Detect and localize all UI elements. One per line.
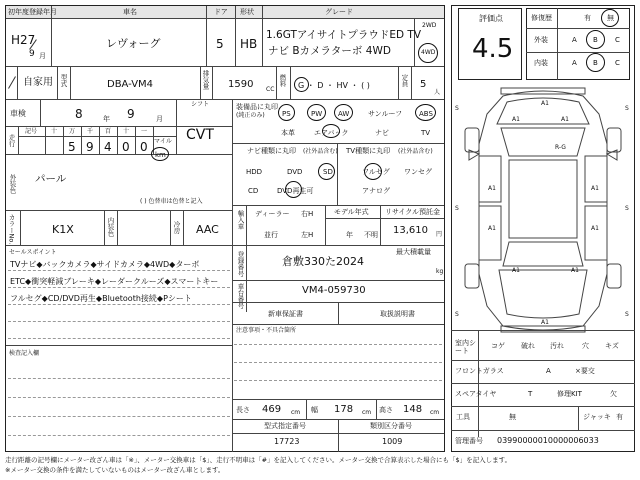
width-label: 幅 bbox=[311, 406, 318, 414]
equip-pw-circle bbox=[307, 104, 326, 121]
door-label: ドア bbox=[214, 8, 228, 16]
diagram-mark-hood-right: A1 bbox=[561, 116, 569, 123]
fuel-options: G ・ D ・ HV ・ ( ) bbox=[298, 81, 370, 90]
drive-2wd: 2WD bbox=[422, 22, 437, 29]
mileage-digit-4: 0 bbox=[122, 140, 130, 154]
spare-t: T bbox=[528, 390, 533, 398]
jack-value: 有 bbox=[616, 413, 623, 421]
sales-point-2: ETC◆衝突軽減ブレーキ◆レーダークルーズ◆スマートキー bbox=[10, 277, 219, 286]
spare-label: スペアタイヤ bbox=[455, 390, 497, 398]
mileage-digit-3: 4 bbox=[104, 140, 112, 154]
mileage-digit-5: 0 bbox=[140, 140, 148, 154]
width-unit: cm bbox=[362, 409, 372, 416]
first-reg-year: H27 bbox=[11, 33, 36, 47]
inspection-year: 8 bbox=[75, 107, 83, 121]
tv-analog: アナログ bbox=[362, 187, 390, 195]
digit-header-5: 十 bbox=[123, 128, 130, 135]
capacity-value: 5 bbox=[420, 79, 427, 90]
equip-pw: PW bbox=[311, 110, 323, 118]
interior-color-label: 内装色 bbox=[106, 217, 115, 237]
class-no-label: 類別区分番号 bbox=[370, 422, 412, 430]
exterior-color: パール bbox=[35, 173, 67, 185]
mileage-side-label: 走行 bbox=[7, 134, 16, 147]
ac-label: 冷房 bbox=[172, 221, 181, 234]
usage-value: 自家用 bbox=[23, 77, 53, 88]
repair-yes: 有 bbox=[584, 14, 591, 22]
chassis-value: VM4-059730 bbox=[302, 285, 366, 296]
equip-airbag: エアバック bbox=[314, 129, 349, 137]
height-unit: cm bbox=[430, 409, 440, 416]
inspection-year-unit: 年 bbox=[103, 115, 110, 123]
interior-grade-a: A bbox=[572, 59, 577, 67]
inspector-label: 検査記入欄 bbox=[9, 350, 40, 357]
first-reg-month-unit: 月 bbox=[39, 52, 46, 60]
sales-points-label: セールスポイント bbox=[9, 249, 57, 256]
first-reg-label: 初年度登録年月 bbox=[8, 8, 57, 16]
exterior-grade-b-circle bbox=[586, 30, 605, 49]
footer-note-1: 走行距離の記号欄にメーター改ざん車は「※」、メーター交換車は「$」、走行不明車は「#」を記入してください。メーター交換で合算表示した場合にも「$」を記入します。 bbox=[5, 456, 512, 464]
model-year-year: 年 bbox=[346, 231, 353, 239]
unit-km-circle bbox=[151, 147, 169, 161]
tv-fullseg-circle bbox=[364, 163, 382, 180]
grade-line-1: 1.6GTアイサイトプラウドED TV bbox=[266, 29, 422, 41]
equip-abs: ABS bbox=[419, 110, 433, 118]
equip-tv: TV bbox=[421, 129, 431, 137]
type-no-label: 型式指定番号 bbox=[264, 422, 306, 430]
exterior-grade-a: A bbox=[572, 36, 577, 44]
import-parallel: 並行 bbox=[264, 231, 278, 239]
doors-value: 5 bbox=[216, 37, 224, 51]
equip-aw-circle bbox=[334, 104, 353, 121]
fuel-label: 燃料 bbox=[278, 74, 287, 87]
displacement-value: 1590 bbox=[228, 79, 254, 90]
diagram-mark-right-rear: A1 bbox=[591, 225, 599, 232]
mileage-digit-2: 9 bbox=[86, 140, 94, 154]
seat-item-yogore: 汚れ bbox=[550, 342, 564, 350]
exterior-grade-b: B bbox=[593, 36, 598, 44]
navi-cd: CD bbox=[248, 187, 259, 195]
svg-text:S: S bbox=[625, 105, 629, 112]
tv-label: TV種類に丸印 bbox=[346, 147, 391, 155]
import-label: 輸入車 bbox=[236, 210, 245, 230]
seat-item-koge: コゲ bbox=[491, 342, 505, 350]
diagram-mark-front: A1 bbox=[541, 100, 549, 107]
equip-abs-circle bbox=[415, 104, 436, 121]
displacement-label: 排気量 bbox=[201, 70, 210, 90]
recycle-label: リサイクル預託金 bbox=[385, 208, 441, 216]
seat-item-ana: 穴 bbox=[582, 342, 589, 350]
repair-no: 無 bbox=[607, 14, 614, 22]
glass-label: フロントガラス bbox=[455, 367, 504, 375]
mgmt-label: 管理番号 bbox=[455, 437, 483, 445]
equipment-label: 装備品に丸印 bbox=[236, 103, 278, 111]
import-left: 左H bbox=[301, 231, 314, 239]
import-right: 右H bbox=[301, 210, 314, 218]
equip-ps-circle bbox=[278, 104, 295, 121]
new-car-warranty: 新車保証書 bbox=[268, 310, 303, 318]
registration-label: 登録番号 bbox=[236, 251, 245, 277]
ac-value: AAC bbox=[196, 223, 219, 236]
equip-navi: ナビ bbox=[375, 129, 389, 137]
manual: 取扱説明書 bbox=[380, 310, 415, 318]
svg-text:S: S bbox=[455, 105, 459, 112]
digit-header-4: 百 bbox=[105, 128, 112, 135]
sales-point-3: フルセグ◆CD/DVD再生◆Bluetooth接続◆Pシート bbox=[10, 294, 192, 303]
svg-text:S: S bbox=[625, 205, 629, 212]
interior-grade-b-circle bbox=[586, 53, 605, 72]
inspection-label: 車検 bbox=[10, 109, 26, 118]
capacity-unit: 人 bbox=[434, 89, 441, 96]
model-label: 型式 bbox=[59, 74, 68, 87]
seat-item-yabure: 破れ bbox=[521, 342, 535, 350]
navi-sd-circle bbox=[318, 163, 335, 180]
sales-point-1: TVナビ◆バックカメラ◆サイドカメラ◆4WD◆ターボ bbox=[10, 260, 200, 269]
tv-sublabel: (社外品含む) bbox=[398, 148, 433, 155]
repair-label: 修復歴 bbox=[531, 14, 552, 22]
grade-line-2: ナビ Bカメラターボ 4WD bbox=[268, 45, 391, 57]
equip-aw: AW bbox=[338, 110, 350, 118]
car-name-label: 車名 bbox=[123, 8, 137, 16]
equip-sunroof: サンルーフ bbox=[368, 110, 403, 118]
color-no-label: カラーNo. bbox=[7, 214, 16, 245]
plate-value: 倉敷330た2024 bbox=[282, 255, 364, 268]
max-load-label: 最大積載量 bbox=[396, 248, 431, 256]
jack-label: ジャッキ bbox=[583, 413, 611, 421]
grade-label: グレード bbox=[325, 8, 353, 16]
diagram-mark-trunk-left: A1 bbox=[512, 267, 520, 274]
unit-mile: マイル bbox=[154, 138, 172, 145]
recycle-yen: 円 bbox=[436, 231, 443, 238]
interior-grade-label: 内装 bbox=[534, 59, 548, 67]
tv-oneseg: ワンセグ bbox=[404, 168, 432, 176]
diagram-mark-left-door: A1 bbox=[488, 185, 496, 192]
exterior-note: ( ) 色替車は色替と記入 bbox=[140, 198, 203, 205]
fuel-g-circle bbox=[294, 77, 309, 92]
navi-dvd-play: DVD再生可 bbox=[277, 187, 314, 195]
exterior-grade-c: C bbox=[615, 36, 620, 44]
diagram-mark-right-door: A1 bbox=[591, 185, 599, 192]
interior-grade-c: C bbox=[615, 59, 620, 67]
mgmt-value: 03990000010000006033 bbox=[497, 436, 599, 445]
drive-4wd-circle bbox=[418, 43, 438, 63]
seat-label: 室内シート bbox=[455, 339, 476, 356]
shift-label: シフト bbox=[191, 101, 210, 108]
max-load-unit: kg bbox=[436, 268, 444, 275]
digit-header-2: 万 bbox=[69, 128, 76, 135]
height-value: 148 bbox=[403, 404, 423, 415]
shape-label: 形状 bbox=[240, 8, 254, 16]
svg-text:S: S bbox=[625, 311, 629, 318]
spare-kit: 修理KIT bbox=[557, 390, 582, 398]
car-name-value: レヴォーグ bbox=[106, 37, 161, 50]
shape-value: HB bbox=[240, 37, 258, 51]
shift-value: CVT bbox=[186, 127, 214, 143]
spare-none: 欠 bbox=[610, 390, 617, 398]
height-label: 高さ bbox=[379, 406, 393, 414]
navi-dvd-play-circle bbox=[285, 181, 302, 198]
first-reg-month: 9 bbox=[29, 49, 35, 59]
seat-item-kizu: キズ bbox=[605, 342, 619, 350]
tools-value: 無 bbox=[509, 413, 516, 421]
navi-sublabel: (社外品含む) bbox=[303, 148, 338, 155]
chassis-label: 車台番号 bbox=[236, 283, 245, 309]
navi-dvd: DVD bbox=[287, 168, 303, 176]
svg-text:S: S bbox=[455, 205, 459, 212]
class-no-value: 1009 bbox=[382, 437, 403, 446]
navi-sd: SD bbox=[323, 168, 333, 176]
footer-note-2: ※メーター交換の条件を満たしていないものはメーター改ざん車とします。 bbox=[5, 466, 225, 474]
length-label: 長さ bbox=[236, 406, 250, 414]
rating-label: 評価点 bbox=[479, 14, 503, 23]
type-no-value: 17723 bbox=[274, 437, 300, 446]
length-value: 469 bbox=[262, 404, 282, 415]
notes-label: 注意事項・不具合箇所 bbox=[236, 327, 297, 334]
recycle-value: 13,610 bbox=[393, 225, 428, 236]
digit-header-6: 一 bbox=[141, 128, 148, 135]
model-year-label: モデル年式 bbox=[334, 208, 369, 216]
digit-header-0: 記号 bbox=[25, 128, 38, 135]
inspection-month-unit: 月 bbox=[156, 115, 163, 123]
interior-grade-b: B bbox=[593, 59, 598, 67]
diagram-mark-trunk-right: A1 bbox=[571, 267, 579, 274]
displacement-unit: CC bbox=[266, 86, 275, 93]
digit-header-3: 千 bbox=[87, 128, 94, 135]
color-no-value: K1X bbox=[52, 223, 74, 236]
equip-airbag-circle bbox=[322, 124, 340, 138]
navi-hdd: HDD bbox=[246, 168, 263, 176]
capacity-label: 定員 bbox=[400, 74, 409, 87]
equip-leather: 本革 bbox=[281, 129, 295, 137]
diagram-mark-left-rear: A1 bbox=[488, 225, 496, 232]
svg-text:S: S bbox=[455, 311, 459, 318]
equip-ps: PS bbox=[282, 110, 291, 118]
equipment-sublabel: (純正のみ) bbox=[236, 112, 265, 119]
inspection-month: 9 bbox=[127, 107, 135, 121]
exterior-side-label: 外装色 bbox=[8, 174, 17, 194]
mileage-digit-1: 5 bbox=[68, 140, 76, 154]
rating-score: 4.5 bbox=[472, 34, 514, 64]
car-diagram bbox=[451, 84, 635, 336]
glass-replace: ×要交 bbox=[575, 367, 595, 375]
import-dealer: ディーラー bbox=[255, 210, 290, 218]
tv-fullseg: フルセグ bbox=[362, 168, 390, 176]
diagram-mark-glass: R-G bbox=[555, 144, 566, 151]
exterior-grade-label: 外装 bbox=[534, 36, 548, 44]
length-unit: cm bbox=[291, 409, 301, 416]
model-year-unknown: 不明 bbox=[364, 231, 378, 239]
width-value: 178 bbox=[334, 404, 354, 415]
tools-label: 工具 bbox=[456, 413, 470, 421]
diagram-mark-hood-left: A1 bbox=[512, 116, 520, 123]
glass-a: A bbox=[546, 367, 551, 375]
repair-no-circle bbox=[601, 9, 619, 27]
model-value: DBA-VM4 bbox=[107, 79, 154, 90]
unit-km: km bbox=[155, 151, 166, 159]
diagram-mark-rear: A1 bbox=[541, 319, 549, 326]
drive-4wd: 4WD bbox=[421, 49, 436, 56]
navi-label: ナビ種類に丸印 bbox=[247, 147, 296, 155]
digit-header-1: 十 bbox=[51, 128, 58, 135]
